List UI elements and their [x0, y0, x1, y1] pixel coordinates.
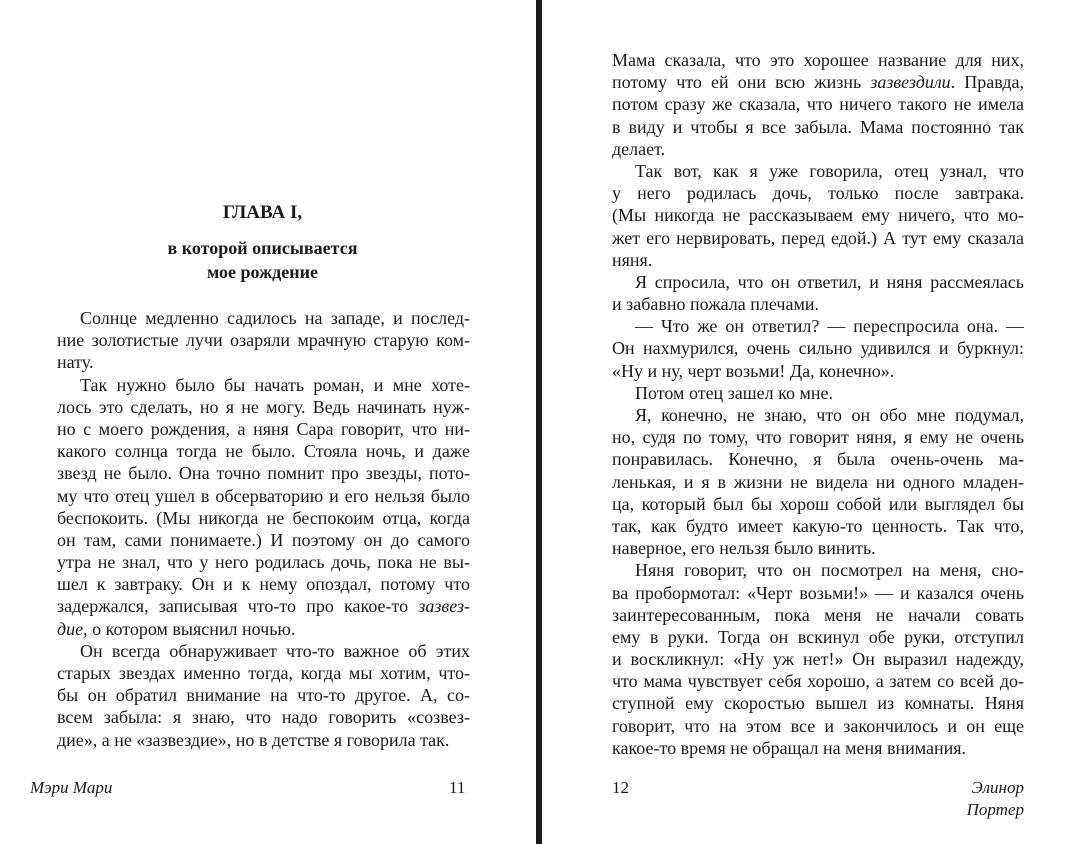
paragraph	[57, 640, 470, 751]
chapter-subtitle	[55, 236, 470, 284]
text-line: потом сразу же сказала, что ничего такого не имела	[612, 94, 1024, 115]
text-line: потому что ей они всю жизнь зазвездили. Правда,	[612, 72, 1024, 93]
text-line: ние золотистые лучи озаряли мрачную старую ком-	[57, 330, 470, 351]
text-line: наверное, его нельзя было винить.	[612, 538, 876, 559]
text-line: он там, сами понимаете.) И поэтому он до самого	[57, 529, 470, 550]
paragraph	[612, 271, 1024, 315]
left-page	[0, 0, 537, 844]
text-line: Я спросила, что он ответил, и няня рассмеялась	[635, 271, 1024, 292]
paragraph	[612, 160, 1024, 271]
text-line: (Мы никогда не рассказываем ему ничего, что мо-	[612, 205, 1024, 226]
right-page	[543, 0, 1080, 844]
text-line: няня.	[612, 249, 653, 270]
text-line: в виду и чтобы я все забыла. Мама постоянно так	[612, 116, 1024, 137]
text-line: му что отец ушел в обсерваторию и его нельзя было	[57, 485, 470, 506]
text-line: Потом отец зашел ко мне.	[635, 382, 833, 403]
text-line: и забавно пожала плечами.	[612, 294, 819, 315]
text-line: понравилась. Конечно, я была очень-очень ма-	[612, 449, 1024, 470]
paragraph	[612, 315, 1024, 382]
text-line: звезд не было. Она точно помнит про звезды, пото-	[57, 463, 470, 484]
text-line: говорит, что на этом все и закончилось и он еще	[612, 715, 1024, 736]
text-line: ленькая, и я в жизни не видела ни одного младен-	[612, 471, 1024, 492]
text-line: ему в руки. Тогда он вскинул обе руки, отступил	[612, 626, 1024, 647]
text-line: шел к завтраку. Он и к нему опоздал, потому что	[57, 574, 470, 595]
book-gutter	[536, 0, 542, 844]
chapter-title: ГЛАВА I,	[222, 202, 303, 223]
text-line: Он нахмурился, очень сильно удивился и буркнул:	[612, 338, 1024, 359]
text-line: какое-то время не обращал на меня внимания.	[612, 737, 967, 758]
text-line: и воскликнул: «Ну уж нет!» Он выразил надежду,	[612, 649, 1024, 670]
text-line: какого солнца тогда не было. Стояла ночь, и даже	[57, 441, 470, 462]
text-line: Он всегда обнаруживает что-то важное об этих	[80, 640, 470, 661]
chapter-subtitle-line: мое рождение	[207, 262, 318, 282]
text-line: Так вот, как я уже говорила, отец узнал, что	[635, 160, 1024, 181]
text-line: «Ну и ну, черт возьми! Да, конечно».	[612, 360, 895, 381]
text-line: заинтересованным, пока меня не начали совать	[612, 604, 1024, 625]
text-line: дие, о котором выяснил ночью.	[57, 618, 296, 639]
text-line: что мама чувствует себя хорошо, а затем со всей до-	[612, 671, 1024, 692]
text-line: но, судя по тому, что говорит няня, я ему не очень	[612, 427, 1024, 448]
left-body-text	[57, 307, 470, 751]
text-line: утра не знал, что у него родилась дочь, пока не вы-	[57, 552, 470, 573]
text-line: ца, который был бы хорош собой или выглядел бы	[612, 493, 1024, 514]
footer-author-left: Мэри Мари	[30, 778, 113, 797]
chapter-subtitle-line: в которой описывается	[167, 238, 358, 258]
paragraph	[57, 307, 470, 374]
text-line: Солнце медленно садилось на западе, и послед-	[80, 308, 470, 328]
text-line: Няня говорит, что он посмотрел на меня, сно-	[635, 560, 1024, 581]
text-line: делает.	[612, 138, 666, 159]
text-line: дие», а не «зазвездие», но в детстве я говорила так.	[57, 729, 450, 750]
paragraph	[612, 559, 1024, 759]
text-line: ступной ему скоростью вышел из комнаты. Няня	[612, 693, 1024, 714]
footer-author-right: Элинор Портер	[966, 778, 1024, 819]
text-line: Мама сказала, что это хорошее название для них,	[612, 50, 1024, 70]
text-line: бы он обратил внимание на что-то другое. А, со-	[57, 685, 470, 706]
paragraph	[612, 382, 1024, 404]
text-line: всем забыла: я знаю, что надо говорить «созвез-	[57, 707, 470, 728]
text-line: старых звездах именно тогда, когда мы хотим, что-	[57, 663, 470, 683]
text-line: Я, конечно, не знаю, что он обо мне подумал,	[635, 405, 1024, 425]
text-line: беспокоить. (Мы никогда не беспокоим отца, когда	[57, 507, 470, 528]
text-line: — Что же он ответил? — переспросила она. —	[635, 316, 1024, 337]
text-line: но с моего рождения, а няня Сара говорит, что ни-	[57, 418, 470, 439]
text-line: Так нужно было бы начать роман, и мне хоте-	[80, 374, 470, 395]
text-line: нату.	[57, 352, 94, 373]
page-number-left: 11	[449, 778, 466, 797]
right-body-text	[612, 49, 1024, 759]
text-line: лось это сделать, но я не могу. Ведь начинать нуж-	[57, 396, 470, 417]
paragraph	[612, 49, 1024, 160]
page-number-right: 12	[612, 778, 629, 797]
text-line: так, как будто имеет какую-то ценность. Так что,	[612, 515, 1024, 536]
text-line: ва пробормотал: «Черт возьми!» — и казался очень	[612, 582, 1024, 603]
paragraph	[612, 404, 1024, 559]
text-line: у него родилась дочь, только после завтрака.	[612, 183, 1024, 204]
text-line: жет его нервировать, перед едой.) А тут ему сказала	[612, 227, 1024, 248]
text-line: задержался, записывая что-то про какое-то зазвез-	[57, 596, 470, 617]
paragraph	[57, 374, 470, 640]
